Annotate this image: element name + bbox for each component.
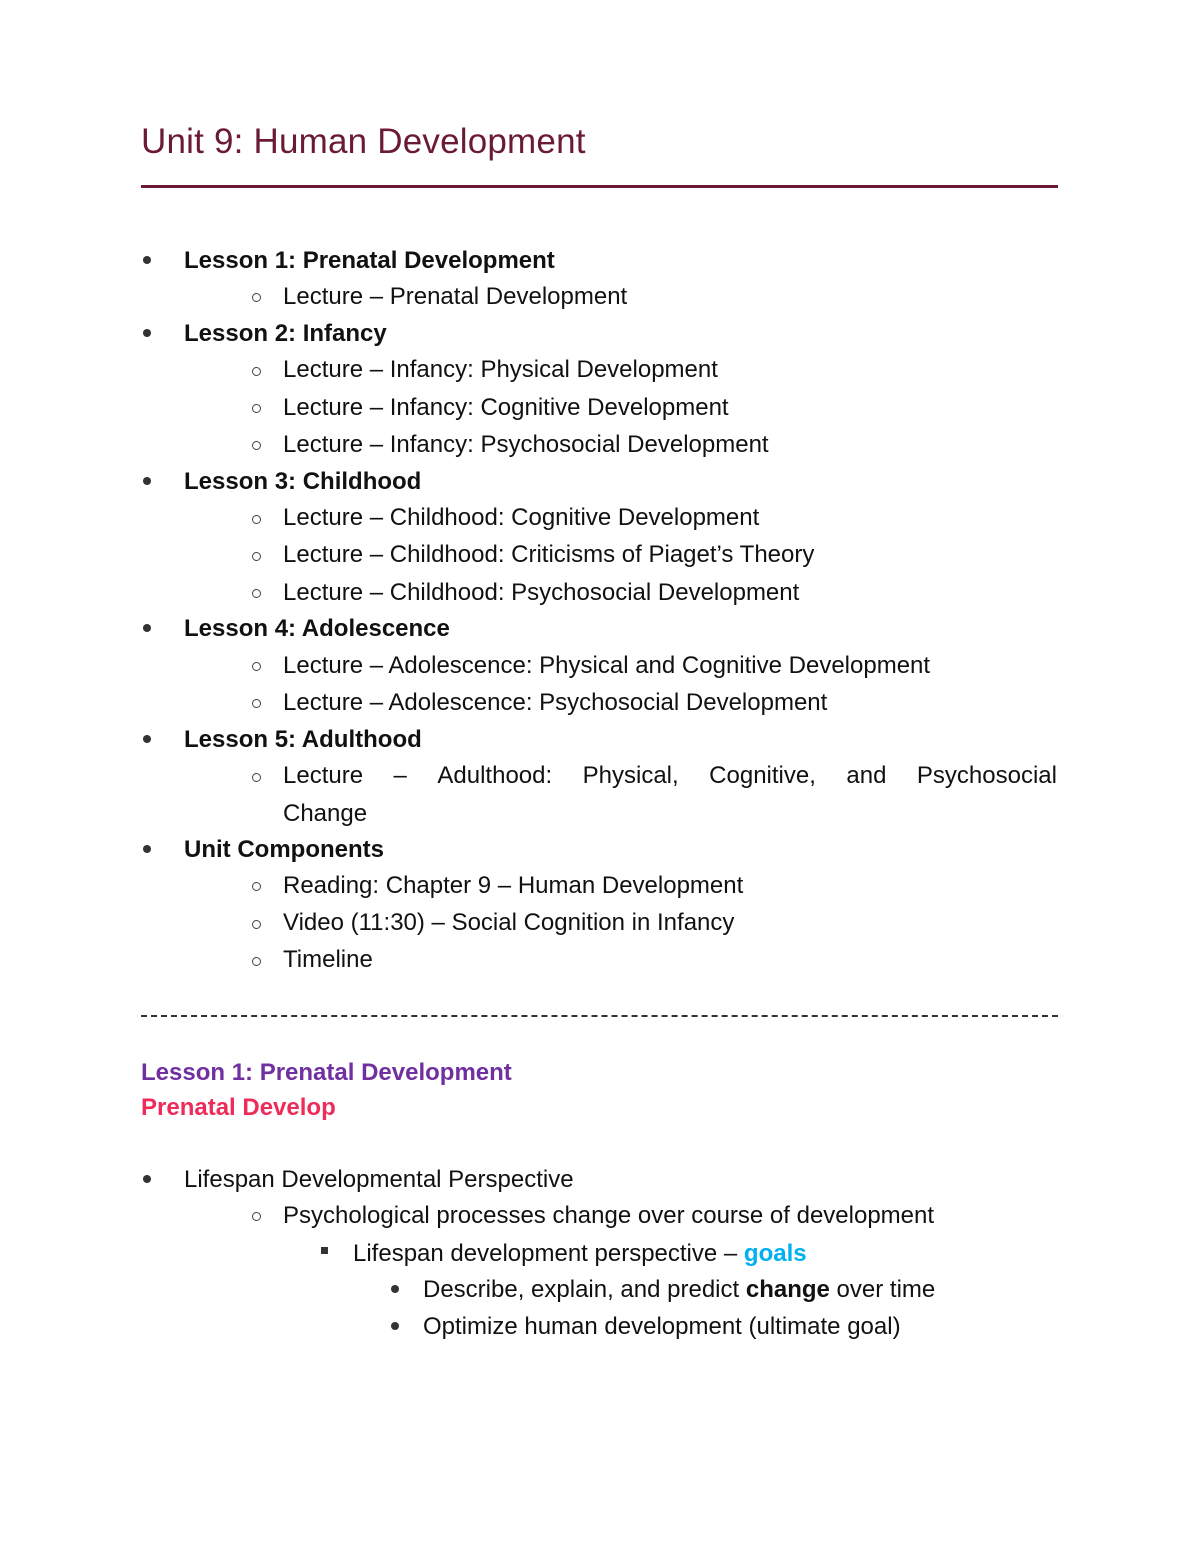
notes-point-1	[423, 1272, 935, 1308]
bullet-square-icon	[321, 1247, 328, 1254]
lesson-4-item-2: Lecture – Adolescence: Psychosocial Development	[283, 689, 828, 716]
lesson-3-heading: Lesson 3: Childhood	[184, 468, 422, 495]
unit-components-heading: Unit Components	[184, 836, 384, 863]
bullet-ring-icon	[252, 1212, 261, 1221]
change-emphasis: change	[745, 1276, 830, 1303]
bullet-ring-icon	[252, 515, 261, 524]
word: Lecture	[283, 762, 364, 789]
lesson-5-item-1-continuation: Change	[283, 800, 368, 827]
notes-point-1-text: Describe, explain, and predict	[423, 1276, 746, 1303]
page-title: Unit 9: Human Development	[141, 122, 586, 161]
bullet-ring-icon	[252, 367, 261, 376]
section-divider	[141, 1015, 1058, 1017]
bullet-ring-icon	[252, 882, 261, 891]
unit-components-item-1: Reading: Chapter 9 – Human Development	[283, 872, 744, 899]
word: Psychosocial	[916, 762, 1057, 789]
bullet-ring-icon	[252, 552, 261, 561]
bullet-dot-icon	[143, 845, 151, 853]
bullet-dot-icon	[391, 1322, 399, 1330]
word: Adulthood:	[437, 762, 553, 789]
lesson-2-heading: Lesson 2: Infancy	[184, 320, 387, 347]
lesson-5-heading: Lesson 5: Adulthood	[184, 726, 422, 753]
title-divider	[141, 185, 1058, 188]
notes-lesson-title: Lesson 1: Prenatal Development	[141, 1059, 512, 1086]
lesson-5-item-1	[283, 758, 1057, 794]
lesson-3-item-2: Lecture – Childhood: Criticisms of Piaget’s Theory	[283, 541, 815, 568]
unit-components-item-2: Video (11:30) – Social Cognition in Infancy	[283, 909, 735, 936]
lesson-4-item-1: Lecture – Adolescence: Physical and Cognitive Development	[283, 652, 931, 679]
bullet-ring-icon	[252, 293, 261, 302]
notes-sub-2-text: Lifespan development perspective –	[353, 1240, 744, 1267]
lesson-2-item-3: Lecture – Infancy: Psychosocial Development	[283, 431, 769, 458]
bullet-dot-icon	[143, 256, 151, 264]
word: Physical,	[582, 762, 679, 789]
goals-highlight: goals	[743, 1240, 807, 1267]
unit-components-item-3: Timeline	[283, 946, 373, 973]
bullet-ring-icon	[252, 404, 261, 413]
lesson-1-heading: Lesson 1: Prenatal Development	[184, 247, 555, 274]
bullet-ring-icon	[252, 699, 261, 708]
bullet-dot-icon	[143, 329, 151, 337]
bullet-dot-icon	[143, 735, 151, 743]
bullet-ring-icon	[252, 920, 261, 929]
lesson-2-item-2: Lecture – Infancy: Cognitive Development	[283, 394, 729, 421]
word: Cognitive,	[709, 762, 816, 789]
notes-point-2: Optimize human development (ultimate goal)	[423, 1313, 901, 1340]
bullet-dot-icon	[391, 1285, 399, 1293]
notes-subtitle: Prenatal Develop	[141, 1094, 336, 1121]
lesson-3-item-1: Lecture – Childhood: Cognitive Development	[283, 504, 760, 531]
bullet-ring-icon	[252, 589, 261, 598]
lesson-3-item-3: Lecture – Childhood: Psychosocial Development	[283, 579, 800, 606]
bullet-ring-icon	[252, 662, 261, 671]
bullet-dot-icon	[143, 624, 151, 632]
word: and	[846, 762, 887, 789]
word: –	[393, 762, 407, 789]
notes-sub-1: Psychological processes change over course of development	[283, 1202, 935, 1229]
bullet-ring-icon	[252, 441, 261, 450]
lesson-2-item-1: Lecture – Infancy: Physical Development	[283, 356, 718, 383]
notes-bullet-1: Lifespan Developmental Perspective	[184, 1166, 574, 1193]
notes-point-1-end: over time	[829, 1276, 936, 1303]
bullet-dot-icon	[143, 1175, 151, 1183]
notes-sub-2	[353, 1236, 807, 1272]
bullet-ring-icon	[252, 773, 261, 782]
bullet-ring-icon	[252, 957, 261, 966]
bullet-dot-icon	[143, 477, 151, 485]
lesson-1-item-1: Lecture – Prenatal Development	[283, 283, 628, 310]
lesson-4-heading: Lesson 4: Adolescence	[184, 615, 450, 642]
